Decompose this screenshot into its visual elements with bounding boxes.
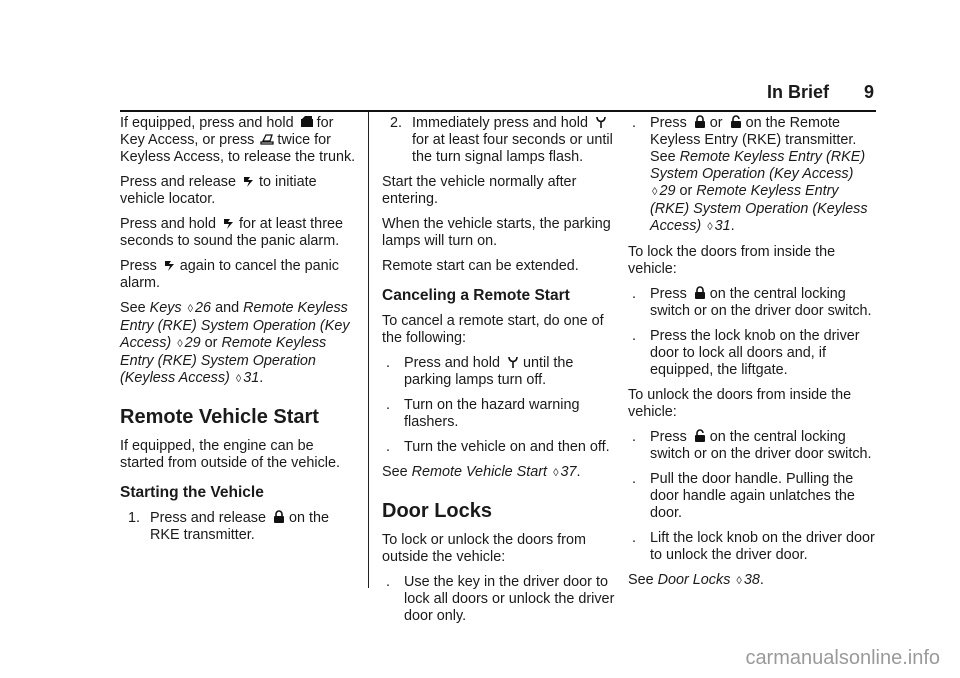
page-header: [767, 82, 874, 103]
list-item: 1. Press and release on the RKE transmitter.: [128, 510, 330, 543]
link-rke-keyless-access[interactable]: Remote Keyless Entry (RKE) System Operation (Keyless Access): [650, 183, 868, 234]
list-item: 2. Immediately press and hold for at least four seconds or until the turn signal lamps flash.: [390, 115, 613, 165]
see-reference: See Remote Vehicle Start ◊ 37.: [382, 464, 581, 480]
list-item: . Press and hold until the parking lamps turn off.: [386, 355, 574, 388]
paragraph: If equipped, the engine can be started from outside of the vehicle.: [120, 438, 340, 471]
list-item: . Press the lock knob on the driver door to lock all doors and, if equipped, the liftgate.: [632, 328, 860, 378]
column-2: [382, 115, 618, 633]
link-remote-vehicle-start[interactable]: Remote Vehicle Start: [411, 464, 548, 480]
paragraph: To cancel a remote start, do one of the following:: [382, 313, 604, 346]
list-item: . Use the key in the driver door to lock all doors or unlock the driver door only.: [386, 574, 615, 624]
remote-start-icon: [594, 115, 608, 129]
watermark: carmanualsonline.info: [745, 647, 940, 669]
vehicle-locator-icon: [163, 258, 177, 272]
heading-starting-vehicle: Starting the Vehicle: [120, 484, 264, 501]
vehicle-locator-icon: [242, 174, 256, 188]
paragraph: To lock or unlock the doors from outside the vehicle:: [382, 532, 586, 565]
link-rke-key-access[interactable]: Remote Keyless Entry (RKE) System Operation (Key Access): [650, 149, 866, 182]
paragraph: Press again to cancel the panic alarm.: [120, 258, 340, 291]
paragraph: If equipped, press and hold for Key Access, or press twice for Keyless Access, to release the trunk.: [120, 115, 356, 165]
see-reference: See Door Locks ◊ 38.: [628, 572, 764, 588]
header-rule: [120, 110, 876, 112]
list-item: . Lift the lock knob on the driver door to unlock the driver door.: [632, 530, 875, 563]
see-reference: See Keys ◊ 26 and Remote Keyless Entry (RKE) System Operation (Key Access) ◊ 29 or Remote Keyless Entry (RKE) System Operation (Keyless Access) ◊ 31.: [120, 300, 350, 386]
link-door-locks[interactable]: Door Locks: [657, 572, 731, 588]
link-rke-key-access[interactable]: Remote Keyless Entry (RKE) System Operation (Key Access): [120, 300, 350, 351]
column-divider: [368, 112, 369, 588]
paragraph: To unlock the doors from inside the vehicle:: [628, 387, 852, 420]
heading-remote-vehicle-start: Remote Vehicle Start: [120, 406, 319, 428]
trunk-release-icon: [260, 132, 274, 146]
lock-icon: [693, 286, 707, 300]
link-keys[interactable]: Keys: [149, 300, 182, 316]
list-item: . Turn the vehicle on and then off.: [386, 439, 610, 455]
paragraph: To lock the doors from inside the vehicle:: [628, 244, 836, 277]
paragraph: Press and release to initiate vehicle locator.: [120, 174, 317, 207]
column-3: [628, 115, 878, 598]
paragraph: When the vehicle starts, the parking lamps will turn on.: [382, 216, 611, 249]
lock-icon: [272, 510, 286, 524]
paragraph: Remote start can be extended.: [382, 258, 579, 274]
list-item: . Press on the central locking switch or on the driver door switch.: [632, 286, 872, 319]
page-number: 9: [863, 82, 874, 102]
list-item: . Press on the central locking switch or on the driver door switch.: [632, 429, 872, 462]
unlock-icon: [693, 429, 707, 443]
remote-start-icon: [506, 355, 520, 369]
unlock-icon: [729, 115, 743, 129]
lock-icon: [693, 115, 707, 129]
trunk-hold-icon: [300, 115, 314, 129]
list-item: . Pull the door handle. Pulling the door handle again unlatches the door.: [632, 471, 855, 521]
section-title: In Brief: [766, 82, 829, 102]
paragraph: Start the vehicle normally after entering.: [382, 174, 577, 207]
column-1: [120, 115, 356, 552]
heading-door-locks: Door Locks: [382, 500, 493, 522]
list-item: . Press or on the Remote Keyless Entry (RKE) transmitter. See Remote Keyless Entry (RKE) System Operation (Key Access) ◊ 29 or Remote Keyless Entry (RKE) System Operation (Keyless Access) ◊ 31.: [632, 115, 868, 234]
link-rke-keyless-access[interactable]: Remote Keyless Entry (RKE) System Operation (Keyless Access): [120, 335, 327, 386]
heading-canceling-remote-start: Canceling a Remote Start: [382, 287, 570, 304]
paragraph: Press and hold for at least three seconds to sound the panic alarm.: [120, 216, 343, 249]
vehicle-locator-icon: [222, 216, 236, 230]
list-item: . Turn on the hazard warning flashers.: [386, 397, 580, 430]
